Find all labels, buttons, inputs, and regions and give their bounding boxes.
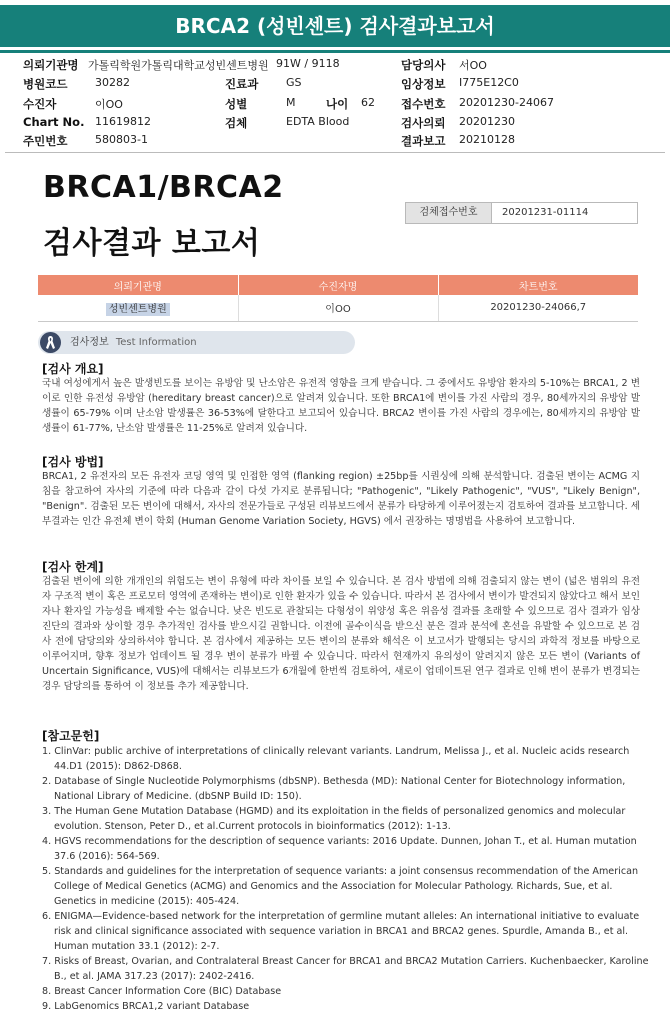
info-table [38, 275, 638, 322]
header-clinical-info: 임상정보 I775E12C0 [401, 76, 519, 91]
header-department: 진료과 GS [225, 76, 302, 91]
header-hospital-code: 병원코드 30282 [23, 76, 130, 91]
info-institution-cell [38, 295, 238, 321]
header-request-date: 검사의뢰 20201230 [401, 115, 515, 130]
header-hospital: 의뢰기관명 가톨릭학원가톨릭대학교성빈센트병원 [23, 58, 269, 72]
info-row [38, 295, 638, 321]
header-ward: 91W / 9118 [276, 57, 340, 70]
doc-title-line2: 검사결과 보고서 [43, 226, 261, 261]
method-heading: [검사 방법] [42, 455, 104, 469]
header-accession-no: 접수번호 20201230-24067 [401, 96, 554, 111]
reference-item: 7. Risks of Breast, Ovarian, and Contralateral Breast Cancer for BRCA1 and BRCA2 Mutation Carriers. Kuchenbaecker, Karoline B., et al. JAMA 317.23 (2017): 2402-2416. [42, 956, 649, 982]
reference-item: 9. LabGenomics BRCA1,2 variant Database [42, 1001, 250, 1012]
reference-item: 8. Breast Cancer Information Core (BIC) Database [42, 986, 282, 997]
limitations-heading: [검사 한계] [42, 560, 104, 574]
doc-title-line1: BRCA1/BRCA2 [43, 170, 284, 205]
info-patient-value: 이OO [238, 295, 438, 321]
ribbon-icon [40, 332, 61, 353]
pill-label-en: Test Information [115, 337, 197, 348]
info-header-chart: 차트번호 [438, 275, 638, 295]
limitations-text: 검출된 변이에 의한 개개인의 위험도는 변이 유형에 따라 차이를 보일 수 있습니다. 본 검사 방법에 의해 검출되지 않는 변이 (넓은 범위의 유전자 구조적 변이 혹은 프로모터 영역에 존재하는 변이)로 인한 환자가 있을 수 있습니다. 따라서 본 검사에서 변이가 발견되지 않았다고 해서 보인자나 환자일 가능성을 배제할 수는 없습니다. 낮은 빈도로 관찰되는 다형성이 위양성 혹은 위음성 결과를 초래할 수 있으므로 검사 결과가 임상진단의 결과와 상이할 경우 추가적인 검사를 받으시길 권합니다. 이전에 골수이식을 받으신 분은 결과 분석에 혼선을 유발할 수 있으므로 본 검사 전에 담당의와 상의하셔야 합니다. 본 검사에서 제공하는 모든 변이의 분류와 해석은 이 보고서가 발행되는 당시의 과학적 정보를 바탕으로 이루어지며, 향후 정보가 업데이트 될 경우 변이 분류가 바뀔 수 있습니다. 따라서 현재까지 유의성이 알려지지 않은 모든 변이 (Variants of Uncertain Significance, VUS)에 대해서는 리뷰보드가 6개월에 한번씩 검토하여, 새로이 업데이트된 연구 결과로 인해 변이 분류가 변경되는 경우 담당의를 통하여 이 정보를 추가 제공합니다. [42, 576, 640, 692]
receipt-label: 검체접수번호 [406, 203, 492, 223]
receipt-number-box [405, 202, 638, 224]
title-underline [0, 50, 670, 53]
header-divider [5, 152, 665, 153]
header-sex: 성별 M [225, 96, 296, 111]
reference-item: 1. ClinVar: public archive of interpretations of clinically relevant variants. Landrum, Melissa J., et al. Nucleic acids research 44.D1 (2015): D862-D868. [42, 746, 630, 772]
reference-item: 5. Standards and guidelines for the interpretation of sequence variants: a joint consensus recommendation of the American College of Medical Genetics (ACMG) and Genomics and the Association for Molecular Pathology. Richards, Sue, et al. Genetics in medicine (2015): 405-424. [42, 866, 639, 907]
report-title-bar [0, 5, 670, 47]
header-patient: 수진자 이OO [23, 97, 123, 111]
reference-item: 6. ENIGMA—Evidence‐based network for the interpretation of germline mutant alleles: An international initiative to evaluate risk and clinical significance associated with sequence variation in BRCA1 and BRCA2 genes. Spurdle, Amanda B., et al. Human mutation 33.1 (2012): 2-7. [42, 911, 640, 952]
test-information-pill [38, 331, 355, 354]
method-text: BRCA1, 2 유전자의 모든 유전자 코딩 영역 및 인접한 영역 (flanking region) ±25bp를 시퀀싱에 의해 분석합니다. 검출된 변이는 ACMG 지침을 참고하여 자사의 기준에 따라 다음과 같이 다섯 가지로 분류됩니다; "Pathogenic", "Likely Pathogenic", "VUS", "Likely Benign", "Benign". 검출된 모든 변이에 대해서, 자사의 전문가들로 구성된 리뷰보드에서 분류가 타당하게 이루어졌는지 검토하여 결과를 보고합니다. 세부결과는 인간 유전체 변이 학회 (Human Genome Variation Society, HGVS) 에서 권장하는 명명법을 사용하여 보고합니다. [42, 471, 640, 527]
report-title: BRCA2 (성빈센트) 검사결과보고서 [175, 14, 495, 38]
info-institution-value: 성빈센트병원 [106, 303, 170, 316]
receipt-value: 20201231-01114 [502, 207, 589, 218]
references-list [42, 744, 652, 1014]
overview-text: 국내 여성에게서 높은 발생빈도를 보이는 유방암 및 난소암은 유전적 영향을 크게 받습니다. 그 중에서도 유방암 환자의 5-10%는 BRCA1, 2 변이로 인한 유전성 유방암 (hereditary breast cancer)으로 알려져 있습니다. 또한 BRCA1에 변이를 가진 사람의 경우, 80세까지의 유방암 발생률이 65-79% 이며 난소암 발생률은 36-53%에 달한다고 보고되어 있습니다. BRCA2 변이를 가진 사람의 경우에는, 80세까지의 유방암 발생률이 61-77%, 난소암 발생률은 11-25%로 알려져 있습니다. [42, 378, 640, 434]
header-report-date: 결과보고 20210128 [401, 133, 515, 148]
pill-label-ko: 검사정보 [70, 337, 109, 348]
info-chart-value: 20201230-24066,7 [438, 295, 638, 321]
header-age: 나이 62 [326, 96, 375, 111]
info-header-patient: 수진자명 [238, 275, 438, 295]
reference-item: 3. The Human Gene Mutation Database (HGMD) and its exploitation in the fields of personalized genomics and molecular evolution. Stenson, Peter D., et al.Current protocols in bioinformatics (2012): 1-13. [42, 806, 626, 832]
header-doctor: 담당의사 서OO [401, 58, 487, 72]
header-specimen: 검체 EDTA Blood [225, 115, 350, 130]
info-header-institution: 의뢰기관명 [38, 275, 238, 295]
header-resident-no: 주민번호 580803-1 [23, 133, 148, 148]
reference-item: 2. Database of Single Nucleotide Polymorphisms (dbSNP). Bethesda (MD): National Center for Biotechnology information, National Library of Medicine. (dbSNP Build ID: 150). [42, 776, 626, 802]
reference-item: 4. HGVS recommendations for the description of sequence variants: 2016 Update. Dunnen, Johan T., et al. Human mutation 37.6 (2016): 564-569. [42, 836, 637, 862]
header-chart-no: Chart No. 11619812 [23, 115, 151, 129]
references-heading: [참고문헌] [42, 729, 100, 743]
overview-heading: [검사 개요] [42, 362, 104, 376]
